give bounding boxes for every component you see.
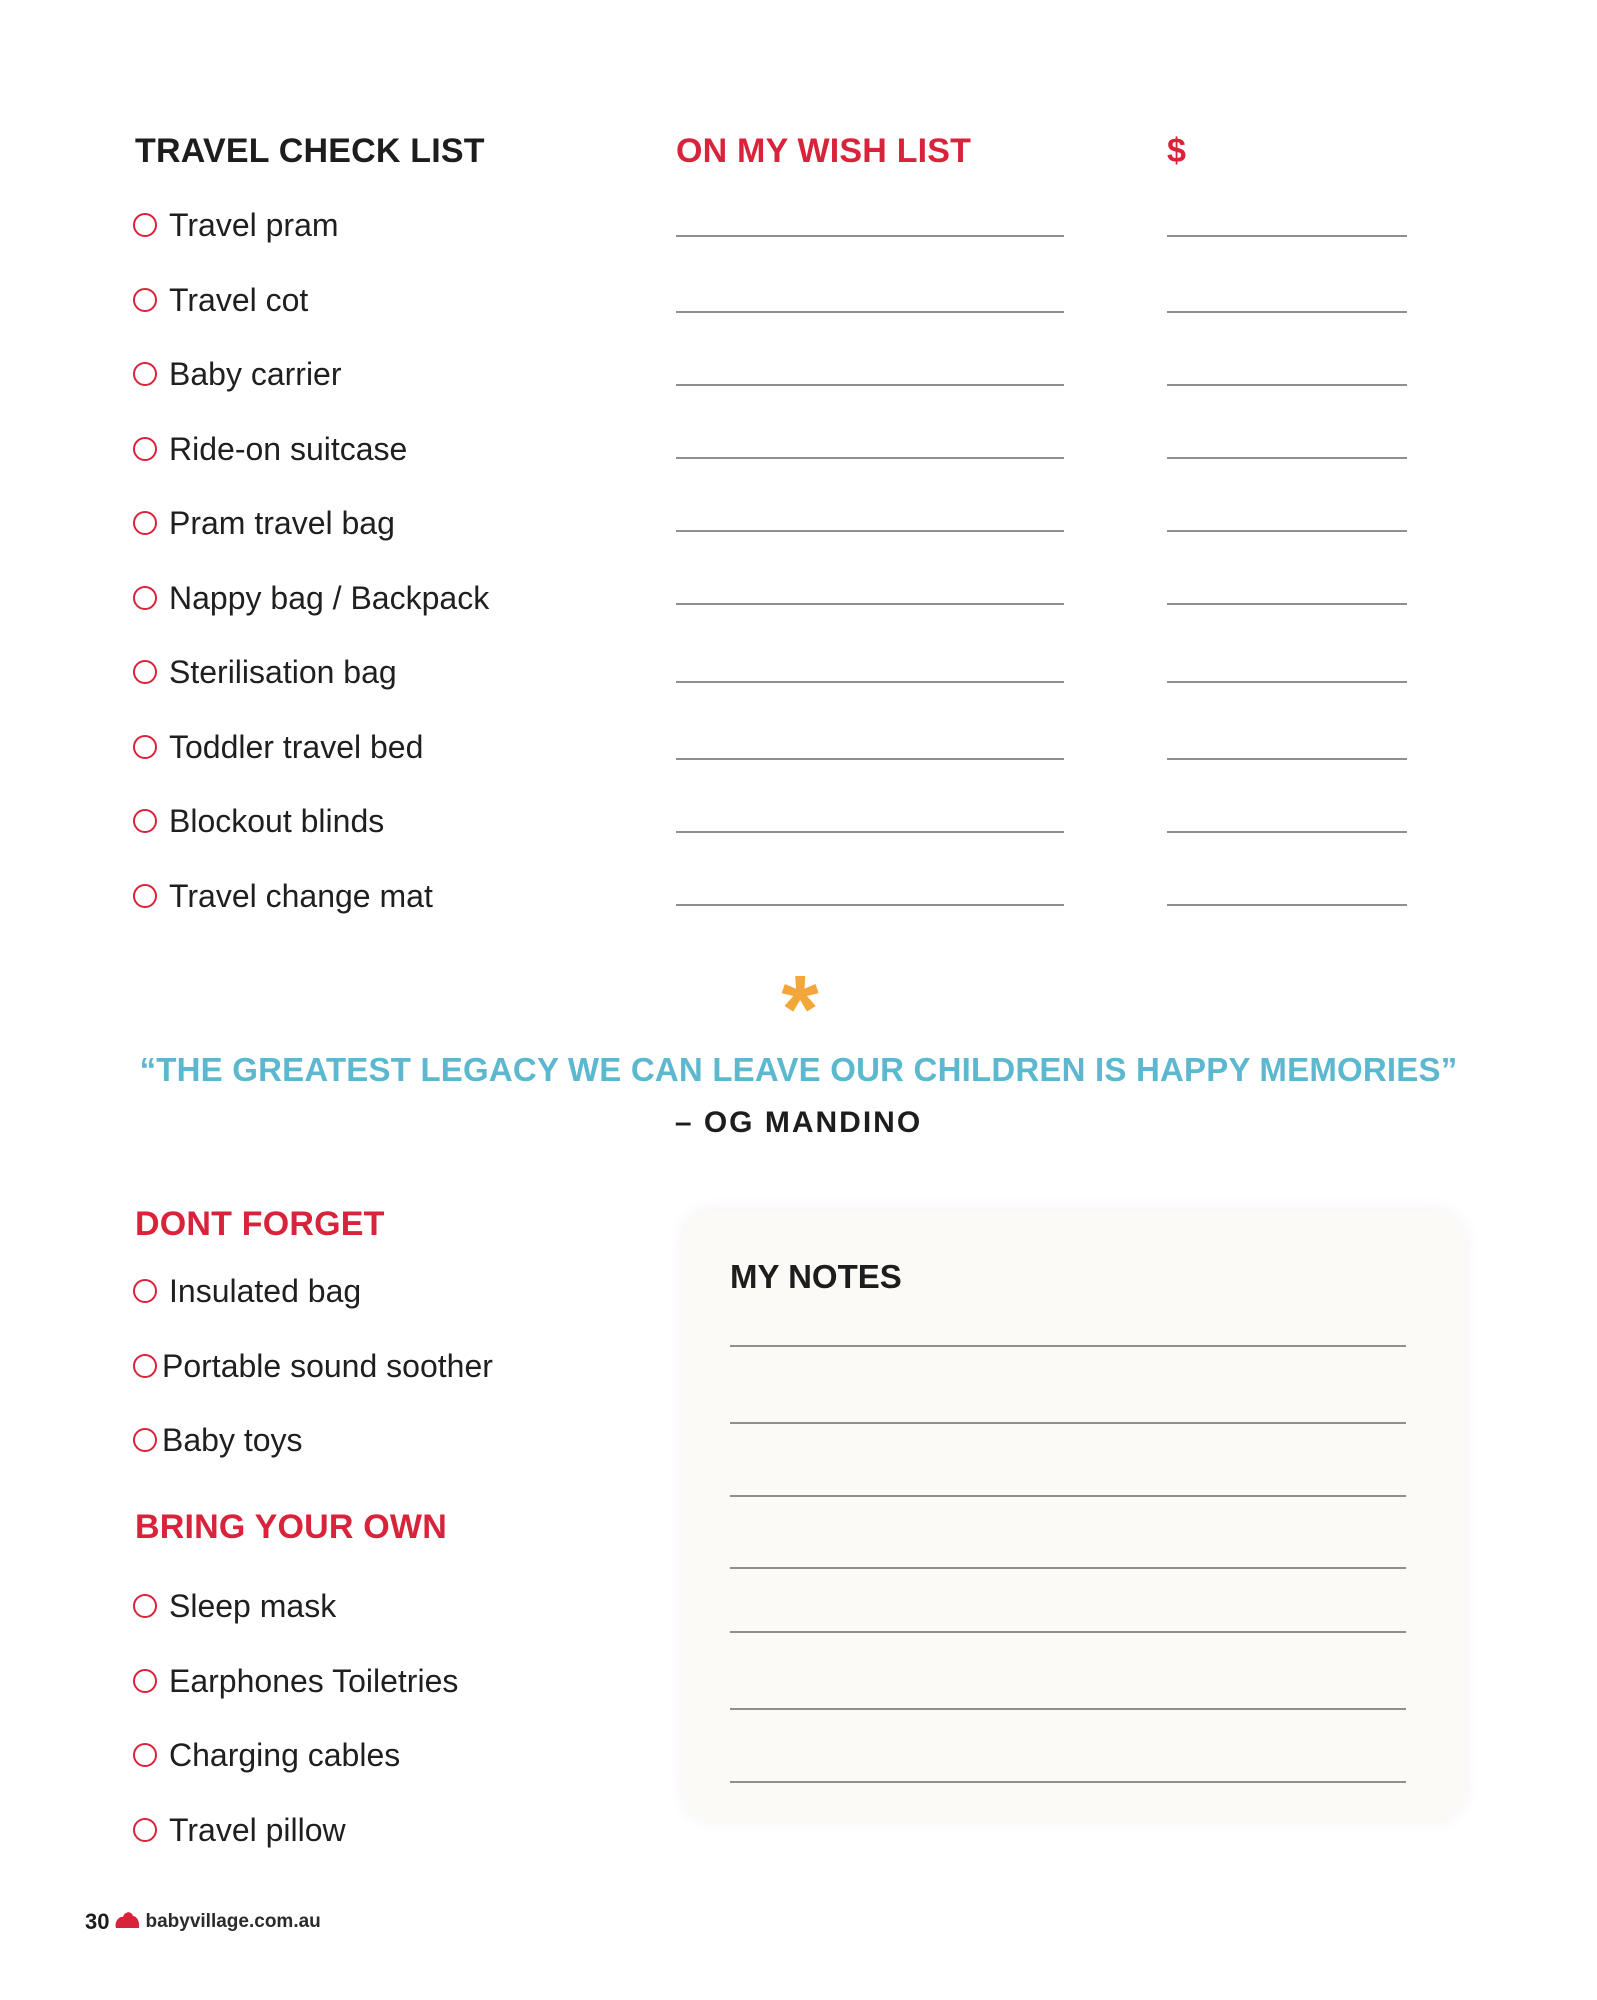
checklist-item[interactable] [133,427,407,471]
checklist-item[interactable] [133,874,433,918]
circle-checkbox-icon[interactable] [133,1354,157,1378]
circle-checkbox-icon[interactable] [133,1743,157,1767]
dont-forget-item[interactable] [133,1344,493,1388]
notes-panel [683,1210,1465,1820]
quote-text: “THE GREATEST LEGACY WE CAN LEAVE OUR CHILDREN IS HAPPY MEMORIES” [139,1051,1458,1088]
price-heading: $ [1167,132,1187,170]
bring-your-own-item[interactable] [133,1808,346,1852]
asterisk-icon: * [781,956,819,1063]
circle-checkbox-icon[interactable] [133,511,157,535]
bring-your-own-item[interactable] [133,1584,336,1628]
dont-forget-item-label: Baby toys [162,1421,303,1458]
circle-checkbox-icon[interactable] [133,1818,157,1842]
notes-line[interactable] [730,1567,1406,1569]
notes-line[interactable] [730,1495,1406,1497]
checklist-item-label: Travel pram [169,206,339,243]
checklist-item[interactable] [133,799,384,843]
dont-forget-item[interactable] [133,1418,303,1462]
page-number: 30 [85,1908,110,1934]
wishlist-line[interactable] [676,681,1064,683]
circle-checkbox-icon[interactable] [133,809,157,833]
checklist-item-label: Toddler travel bed [169,728,424,765]
price-line[interactable] [1167,904,1407,906]
dont-forget-heading: DONT FORGET [135,1205,385,1243]
price-line[interactable] [1167,457,1407,459]
checklist-item-label: Sterilisation bag [169,653,397,690]
checklist-item-label: Blockout blinds [169,802,385,839]
circle-checkbox-icon[interactable] [133,884,157,908]
price-line[interactable] [1167,311,1407,313]
wishlist-heading: ON MY WISH LIST [676,132,972,170]
checklist-item-label: Ride-on suitcase [169,430,408,467]
price-line[interactable] [1167,530,1407,532]
circle-checkbox-icon[interactable] [133,586,157,610]
checklist-item-label: Travel cot [169,281,309,318]
notes-line[interactable] [730,1345,1406,1347]
price-line[interactable] [1167,758,1407,760]
price-line[interactable] [1167,681,1407,683]
checklist-item[interactable] [133,501,395,545]
wishlist-line[interactable] [676,384,1064,386]
wishlist-line[interactable] [676,831,1064,833]
travel-checklist-heading: TRAVEL CHECK LIST [135,132,485,170]
circle-checkbox-icon[interactable] [133,1669,157,1693]
notes-line[interactable] [730,1631,1406,1633]
bring-your-own-item-label: Earphones Toiletries [169,1662,459,1699]
bring-your-own-item-label: Charging cables [169,1736,401,1773]
checklist-item[interactable] [133,725,423,769]
notes-line[interactable] [730,1708,1406,1710]
wishlist-line[interactable] [676,530,1064,532]
circle-checkbox-icon[interactable] [133,437,157,461]
notes-heading: MY NOTES [730,1258,902,1295]
circle-checkbox-icon[interactable] [133,1279,157,1303]
price-line[interactable] [1167,831,1407,833]
circle-checkbox-icon[interactable] [133,1428,157,1452]
bring-your-own-item-label: Travel pillow [169,1811,346,1848]
bring-your-own-item[interactable] [133,1733,400,1777]
price-line[interactable] [1167,235,1407,237]
footer [85,1908,321,1935]
circle-checkbox-icon[interactable] [133,288,157,312]
checklist-item-label: Nappy bag / Backpack [169,579,490,616]
site-url[interactable]: babyvillage.com.au [145,1910,321,1932]
circle-checkbox-icon[interactable] [133,660,157,684]
price-line[interactable] [1167,384,1407,386]
notes-line[interactable] [730,1781,1406,1783]
bring-your-own-item-label: Sleep mask [169,1587,337,1624]
checklist-item[interactable] [133,576,489,620]
circle-checkbox-icon[interactable] [133,362,157,386]
quote-author: – OG MANDINO [674,1106,923,1139]
circle-checkbox-icon[interactable] [133,213,157,237]
heart-logo-icon [113,1908,141,1935]
checklist-item[interactable] [133,203,339,247]
wishlist-line[interactable] [676,758,1064,760]
wishlist-line[interactable] [676,603,1064,605]
dont-forget-item-label: Insulated bag [169,1272,362,1309]
wishlist-line[interactable] [676,311,1064,313]
circle-checkbox-icon[interactable] [133,1594,157,1618]
notes-line[interactable] [730,1422,1406,1424]
dont-forget-item[interactable] [133,1269,361,1313]
checklist-item-label: Baby carrier [169,355,342,392]
bring-your-own-item[interactable] [133,1659,458,1703]
wishlist-line[interactable] [676,457,1064,459]
checklist-item[interactable] [133,650,397,694]
bring-your-own-heading: BRING YOUR OWN [135,1508,447,1546]
circle-checkbox-icon[interactable] [133,735,157,759]
checklist-item[interactable] [133,352,342,396]
wishlist-line[interactable] [676,235,1064,237]
dont-forget-item-label: Portable sound soother [162,1347,493,1384]
checklist-item[interactable] [133,278,308,322]
checklist-item-label: Travel change mat [169,877,433,914]
price-line[interactable] [1167,603,1407,605]
checklist-item-label: Pram travel bag [169,504,395,541]
wishlist-line[interactable] [676,904,1064,906]
